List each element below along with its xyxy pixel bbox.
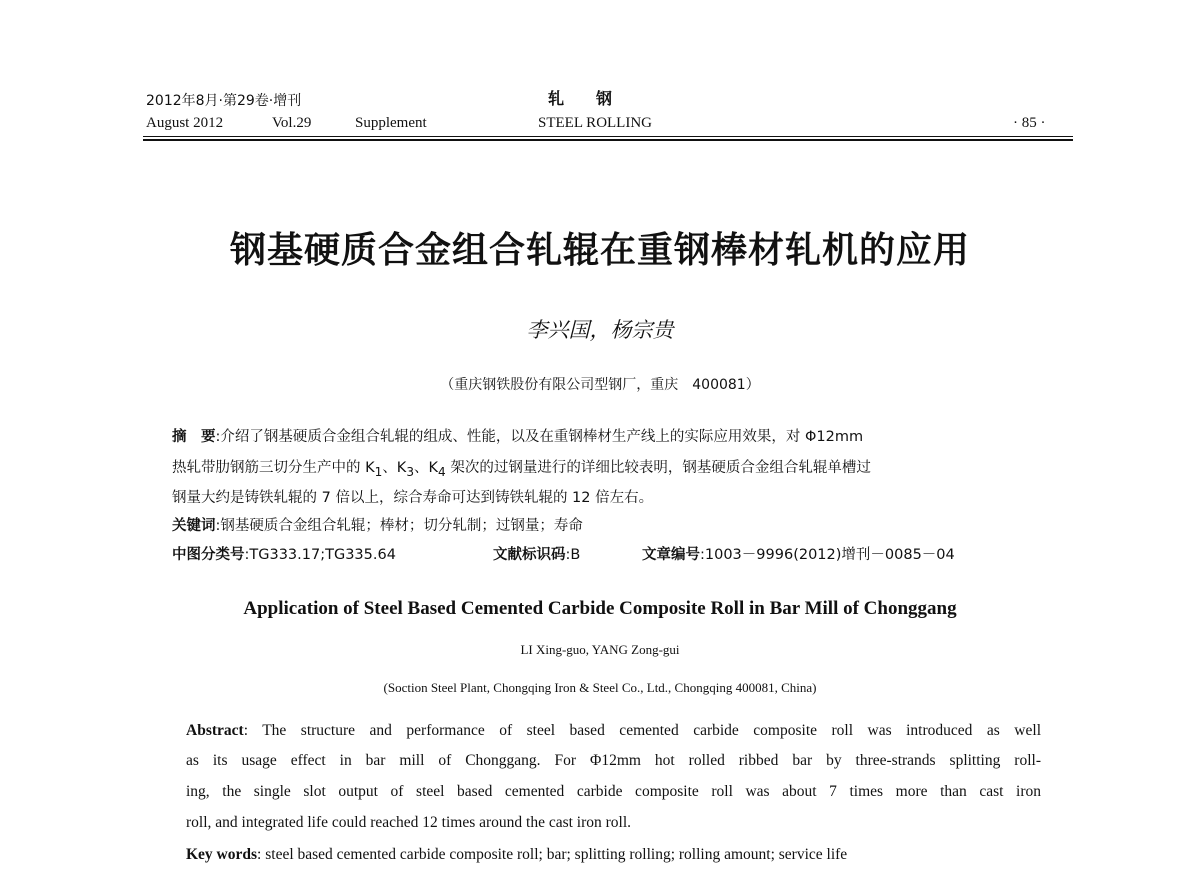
page-number: · 85 · bbox=[1013, 115, 1046, 131]
header-volume: Vol.29 bbox=[272, 115, 312, 131]
abstract-cn-line: 热轧带肋钢筋三切分生产中的 $K_1$、$K_3$、$K_4$ 架次的过钢量进行的详细比较表明，钢基硬质合金组合轧辊单槽过 bbox=[172, 460, 871, 479]
abstract-en-line: Abstract: The structure and performance of steel based cemented carbide composite roll was introduced as well bbox=[186, 722, 1041, 739]
abstract-en-line: ing, the single slot output of steel based cemented carbide composite roll was about 7 times more than cast iron bbox=[186, 783, 1041, 800]
header-supplement: Supplement bbox=[355, 115, 427, 131]
abstract-label-cn: 摘 要 bbox=[172, 429, 216, 445]
keywords-cn: 关键词:钢基硬质合金组合轧辊；棒材；切分轧制；过钢量；寿命 bbox=[172, 518, 583, 534]
affiliation-en: (Soction Steel Plant, Chongqing Iron & Steel Co., Ltd., Chongqing 400081, China) bbox=[383, 680, 817, 695]
document-code: 文献标识码:B bbox=[493, 547, 581, 563]
abstract-en-line: roll, and integrated life could reached 12 times around the cast iron roll. bbox=[186, 814, 632, 831]
abstract-cn-line: 钢量大约是铸铁轧辊的 7 倍以上，综合寿命可达到铸铁轧辊的 12 倍左右。 bbox=[172, 490, 654, 506]
keywords-en: Key words: steel based cemented carbide composite roll; bar; splitting rolling; rolling amount; service life bbox=[186, 846, 848, 863]
header-en-date: August 2012 bbox=[146, 115, 224, 131]
article-number: 文章编号:1003－9996(2012)增刊－0085－04 bbox=[642, 547, 955, 563]
journal-name-en: STEEL ROLLING bbox=[538, 115, 653, 131]
journal-name-cn: 轧 钢 bbox=[548, 89, 613, 108]
authors-cn: 李兴国，杨宗贵 bbox=[526, 318, 674, 342]
title-en: Application of Steel Based Cemented Carbide Composite Roll in Bar Mill of Chonggang bbox=[243, 598, 957, 619]
header-rule-double bbox=[143, 139, 1073, 141]
abstract-en-line: as its usage effect in bar mill of Chonggang. For Φ12mm hot rolled ribbed bar by three-strands splitting roll- bbox=[186, 752, 1041, 769]
classification-cn: 中图分类号:TG333.17;TG335.64 bbox=[172, 547, 396, 563]
affiliation-cn: （重庆钢铁股份有限公司型钢厂，重庆 400081） bbox=[440, 377, 760, 393]
header-cn-date: 2012年8月·第29卷·增刊 bbox=[146, 93, 302, 109]
authors-en: LI Xing-guo, YANG Zong-gui bbox=[520, 642, 680, 657]
abstract-cn-line: :介绍了钢基硬质合金组合轧辊的组成、性能，以及在重钢棒材生产线上的实际应用效果，对 Φ12mm bbox=[215, 429, 864, 445]
header-rule bbox=[143, 136, 1073, 137]
title-cn: 钢基硬质合金组合轧辊在重钢棒材轧机的应用 bbox=[229, 230, 970, 271]
